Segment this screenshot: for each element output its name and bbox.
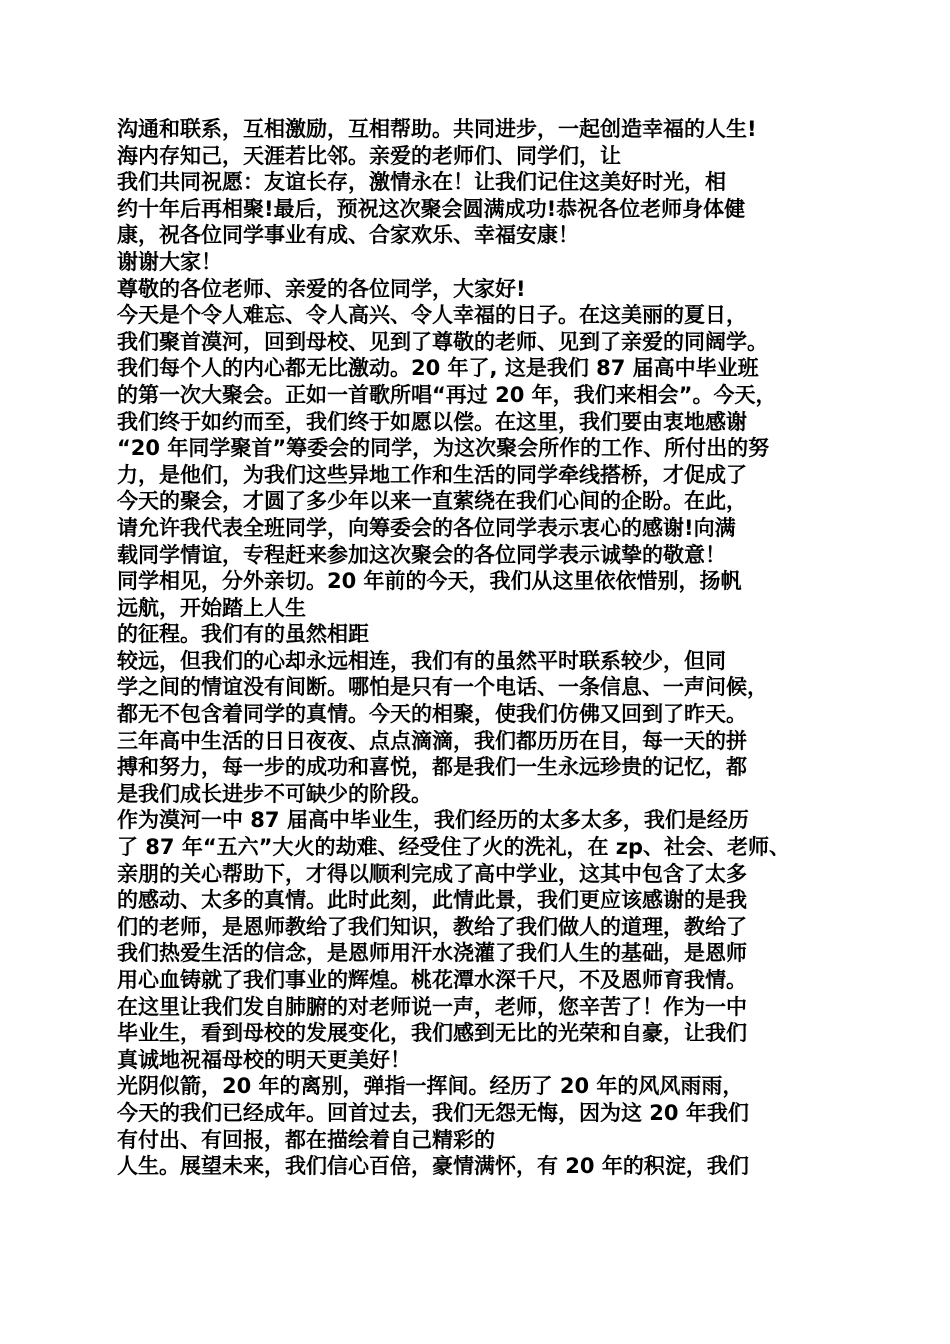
text-line: 远航，开始踏上人生	[117, 595, 306, 620]
text-line: 康，祝各位同学事业有成、合家欢乐、幸福安康！	[117, 223, 579, 248]
text-line: 我们热爱生活的信念，是恩师用汗水浇灌了我们人生的基础，是恩师	[117, 941, 747, 966]
text-line: 毕业生，看到母校的发展变化，我们感到无比的光荣和自豪，让我们	[117, 1021, 747, 1046]
text-line: 同学相见，分外亲切。20 年前的今天，我们从这里依依惜别，扬帆	[117, 569, 742, 594]
text-line: 较远，但我们的心却永远相连，我们有的虽然平时联系较少，但同	[117, 648, 726, 673]
text-line: 谢谢大家！	[117, 249, 222, 274]
text-line: 今天的聚会，才圆了多少年以来一直萦绕在我们心间的企盼。在此，	[117, 489, 747, 514]
document-body	[117, 116, 857, 1180]
text-line: 用心血铸就了我们事业的辉煌。桃花潭水深千尺，不及恩师育我情。	[117, 968, 747, 992]
text-line: “20 年同学聚首”筹委会的同学，为这次聚会所作的工作、所付出的努	[117, 436, 770, 461]
text-line: 有付出、有回报，都在描绘着自己精彩的	[117, 1127, 495, 1152]
text-line: 作为漠河一中 87 届高中毕业生，我们经历的太多太多，我们是经历	[117, 808, 749, 833]
text-line: 尊敬的各位老师、亲爱的各位同学，大家好!	[117, 276, 526, 301]
text-line: 是我们成长进步不可缺少的阶段。	[117, 781, 432, 806]
text-line: 约十年后再相聚!最后，预祝这次聚会圆满成功!恭祝各位老师身体健	[117, 196, 746, 221]
text-line: 我们每个人的内心都无比激动。20 年了, 这是我们 87 届高中毕业班	[117, 356, 759, 381]
text-line: 海内存知己，天涯若比邻。亲爱的老师们、同学们，让	[117, 143, 621, 168]
text-line: 的感动、太多的真情。此时此刻，此情此景，我们更应该感谢的是我	[117, 888, 747, 913]
text-line: 今天的我们已经成年。回首过去，我们无怨无悔，因为这 20 年我们	[117, 1100, 749, 1125]
text-line: 三年高中生活的日日夜夜、点点滴滴，我们都历历在目，每一天的拼	[117, 728, 747, 753]
text-line: 搏和努力，每一步的成功和喜悦，都是我们一生永远珍贵的记忆，都	[117, 755, 747, 780]
text-line: 在这里让我们发自肺腑的对老师说一声，老师，您辛苦了！作为一中	[117, 994, 747, 1019]
text-line: 光阴似箭，20 年的离别，弹指一挥间。经历了 20 年的风风雨雨，	[117, 1074, 744, 1099]
text-line: 人生。展望未来，我们信心百倍，豪情满怀，有 20 年的积淀，我们	[117, 1154, 749, 1179]
text-line: 我们终于如约而至，我们终于如愿以偿。在这里，我们要由衷地感谢	[117, 409, 747, 434]
text-line: 都无不包含着同学的真情。今天的相聚，使我们仿佛又回到了昨天。	[117, 702, 747, 727]
text-line: 今天是个令人难忘、令人高兴、令人幸福的日子。在这美丽的夏日，	[117, 303, 747, 328]
text-line: 沟通和联系，互相激励，互相帮助。共同进步，一起创造幸福的人生!	[117, 117, 757, 141]
text-line: 们的老师，是恩师教给了我们知识，教给了我们做人的道理，教给了	[117, 914, 747, 939]
text-line: 我们聚首漠河，回到母校、见到了尊敬的老师、见到了亲爱的同阔学。	[117, 329, 768, 354]
text-line: 的第一次大聚会。正如一首歌所唱“再过 20 年，我们来相会”。今天，	[117, 382, 777, 407]
text-line: 请允许我代表全班同学，向筹委会的各位同学表示衷心的感谢!向满	[117, 515, 736, 540]
text-line: 我们共同祝愿：友谊长存，激情永在！让我们记住这美好时光，相	[117, 170, 726, 195]
text-line: 学之间的情谊没有间断。哪怕是只有一个电话、一条信息、一声问候，	[117, 675, 768, 700]
text-line: 真诚地祝福母校的明天更美好！	[117, 1047, 411, 1072]
text-line: 力，是他们，为我们这些异地工作和生活的同学牵线搭桥，才促成了	[117, 462, 747, 487]
text-line: 载同学情谊，专程赶来参加这次聚会的各位同学表示诚挚的敬意！	[117, 542, 726, 567]
text-line: 了 87 年“五六”大火的劫难、经受住了火的洗礼，在 zp、社会、老师、	[117, 835, 791, 860]
text-line: 的征程。我们有的虽然相距	[117, 622, 369, 647]
text-line: 亲朋的关心帮助下，才得以顺利完成了高中学业，这其中包含了太多	[117, 861, 747, 886]
